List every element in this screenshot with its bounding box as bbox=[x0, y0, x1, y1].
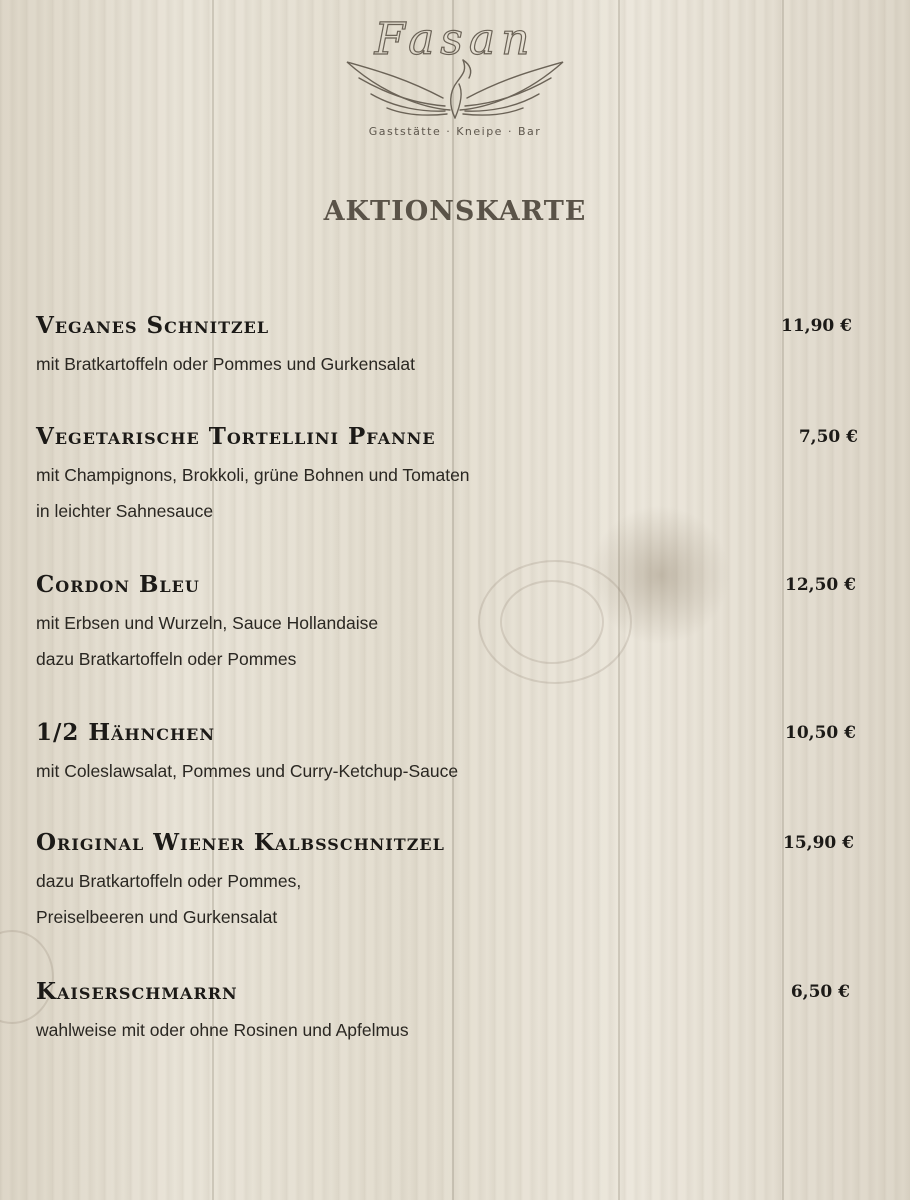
menu-item-description: dazu Bratkartoffeln oder Pommes bbox=[36, 649, 297, 669]
menu-item-price: 6,50 € bbox=[790, 982, 850, 1002]
menu-item-description: mit Coleslawsalat, Pommes und Curry-Ketchup-Sauce bbox=[36, 761, 459, 781]
menu-item bbox=[36, 571, 866, 677]
menu-item bbox=[36, 312, 866, 382]
menu-item-price: 15,90 € bbox=[783, 833, 854, 853]
menu-item-description: wahlweise mit oder ohne Rosinen und Apfelmus bbox=[36, 1020, 409, 1040]
menu-item-price: 11,90 € bbox=[781, 316, 852, 336]
menu-item-description: in leichter Sahnesauce bbox=[36, 501, 214, 521]
page-title: AKTIONSKARTE bbox=[323, 196, 587, 227]
menu-item-description: dazu Bratkartoffeln oder Pommes, bbox=[36, 871, 302, 891]
menu-item-name: Veganes Schnitzel bbox=[36, 312, 270, 339]
logo bbox=[340, 8, 570, 138]
menu-item-name: Kaiserschmarrn bbox=[36, 978, 238, 1005]
menu-item-description: mit Champignons, Brokkoli, grüne Bohnen und Tomaten bbox=[36, 465, 470, 485]
menu-item-name: Cordon Bleu bbox=[36, 571, 200, 598]
menu-item-description: Preiselbeeren und Gurkensalat bbox=[36, 907, 278, 927]
menu-item bbox=[36, 978, 866, 1048]
pheasant-wings-logo-icon bbox=[345, 48, 565, 124]
menu-item-price: 7,50 € bbox=[798, 427, 858, 447]
logo-tagline: Gaststätte · Kneipe · Bar bbox=[368, 125, 542, 138]
menu-item-name: Vegetarische Tortellini Pfanne bbox=[36, 423, 436, 450]
menu-item bbox=[36, 423, 866, 529]
menu-item-price: 10,50 € bbox=[785, 723, 856, 743]
menu-item-description: mit Erbsen und Wurzeln, Sauce Hollandaise bbox=[36, 613, 379, 633]
menu-item-price: 12,50 € bbox=[785, 575, 856, 595]
menu-item-name: 1/2 Hähnchen bbox=[36, 719, 215, 746]
menu-item bbox=[36, 719, 866, 789]
logo-name: Fasan bbox=[374, 14, 536, 65]
menu-item bbox=[36, 829, 866, 935]
menu-item-name: Original Wiener Kalbsschnitzel bbox=[36, 829, 445, 856]
menu-item-description: mit Bratkartoffeln oder Pommes und Gurkensalat bbox=[36, 354, 416, 374]
